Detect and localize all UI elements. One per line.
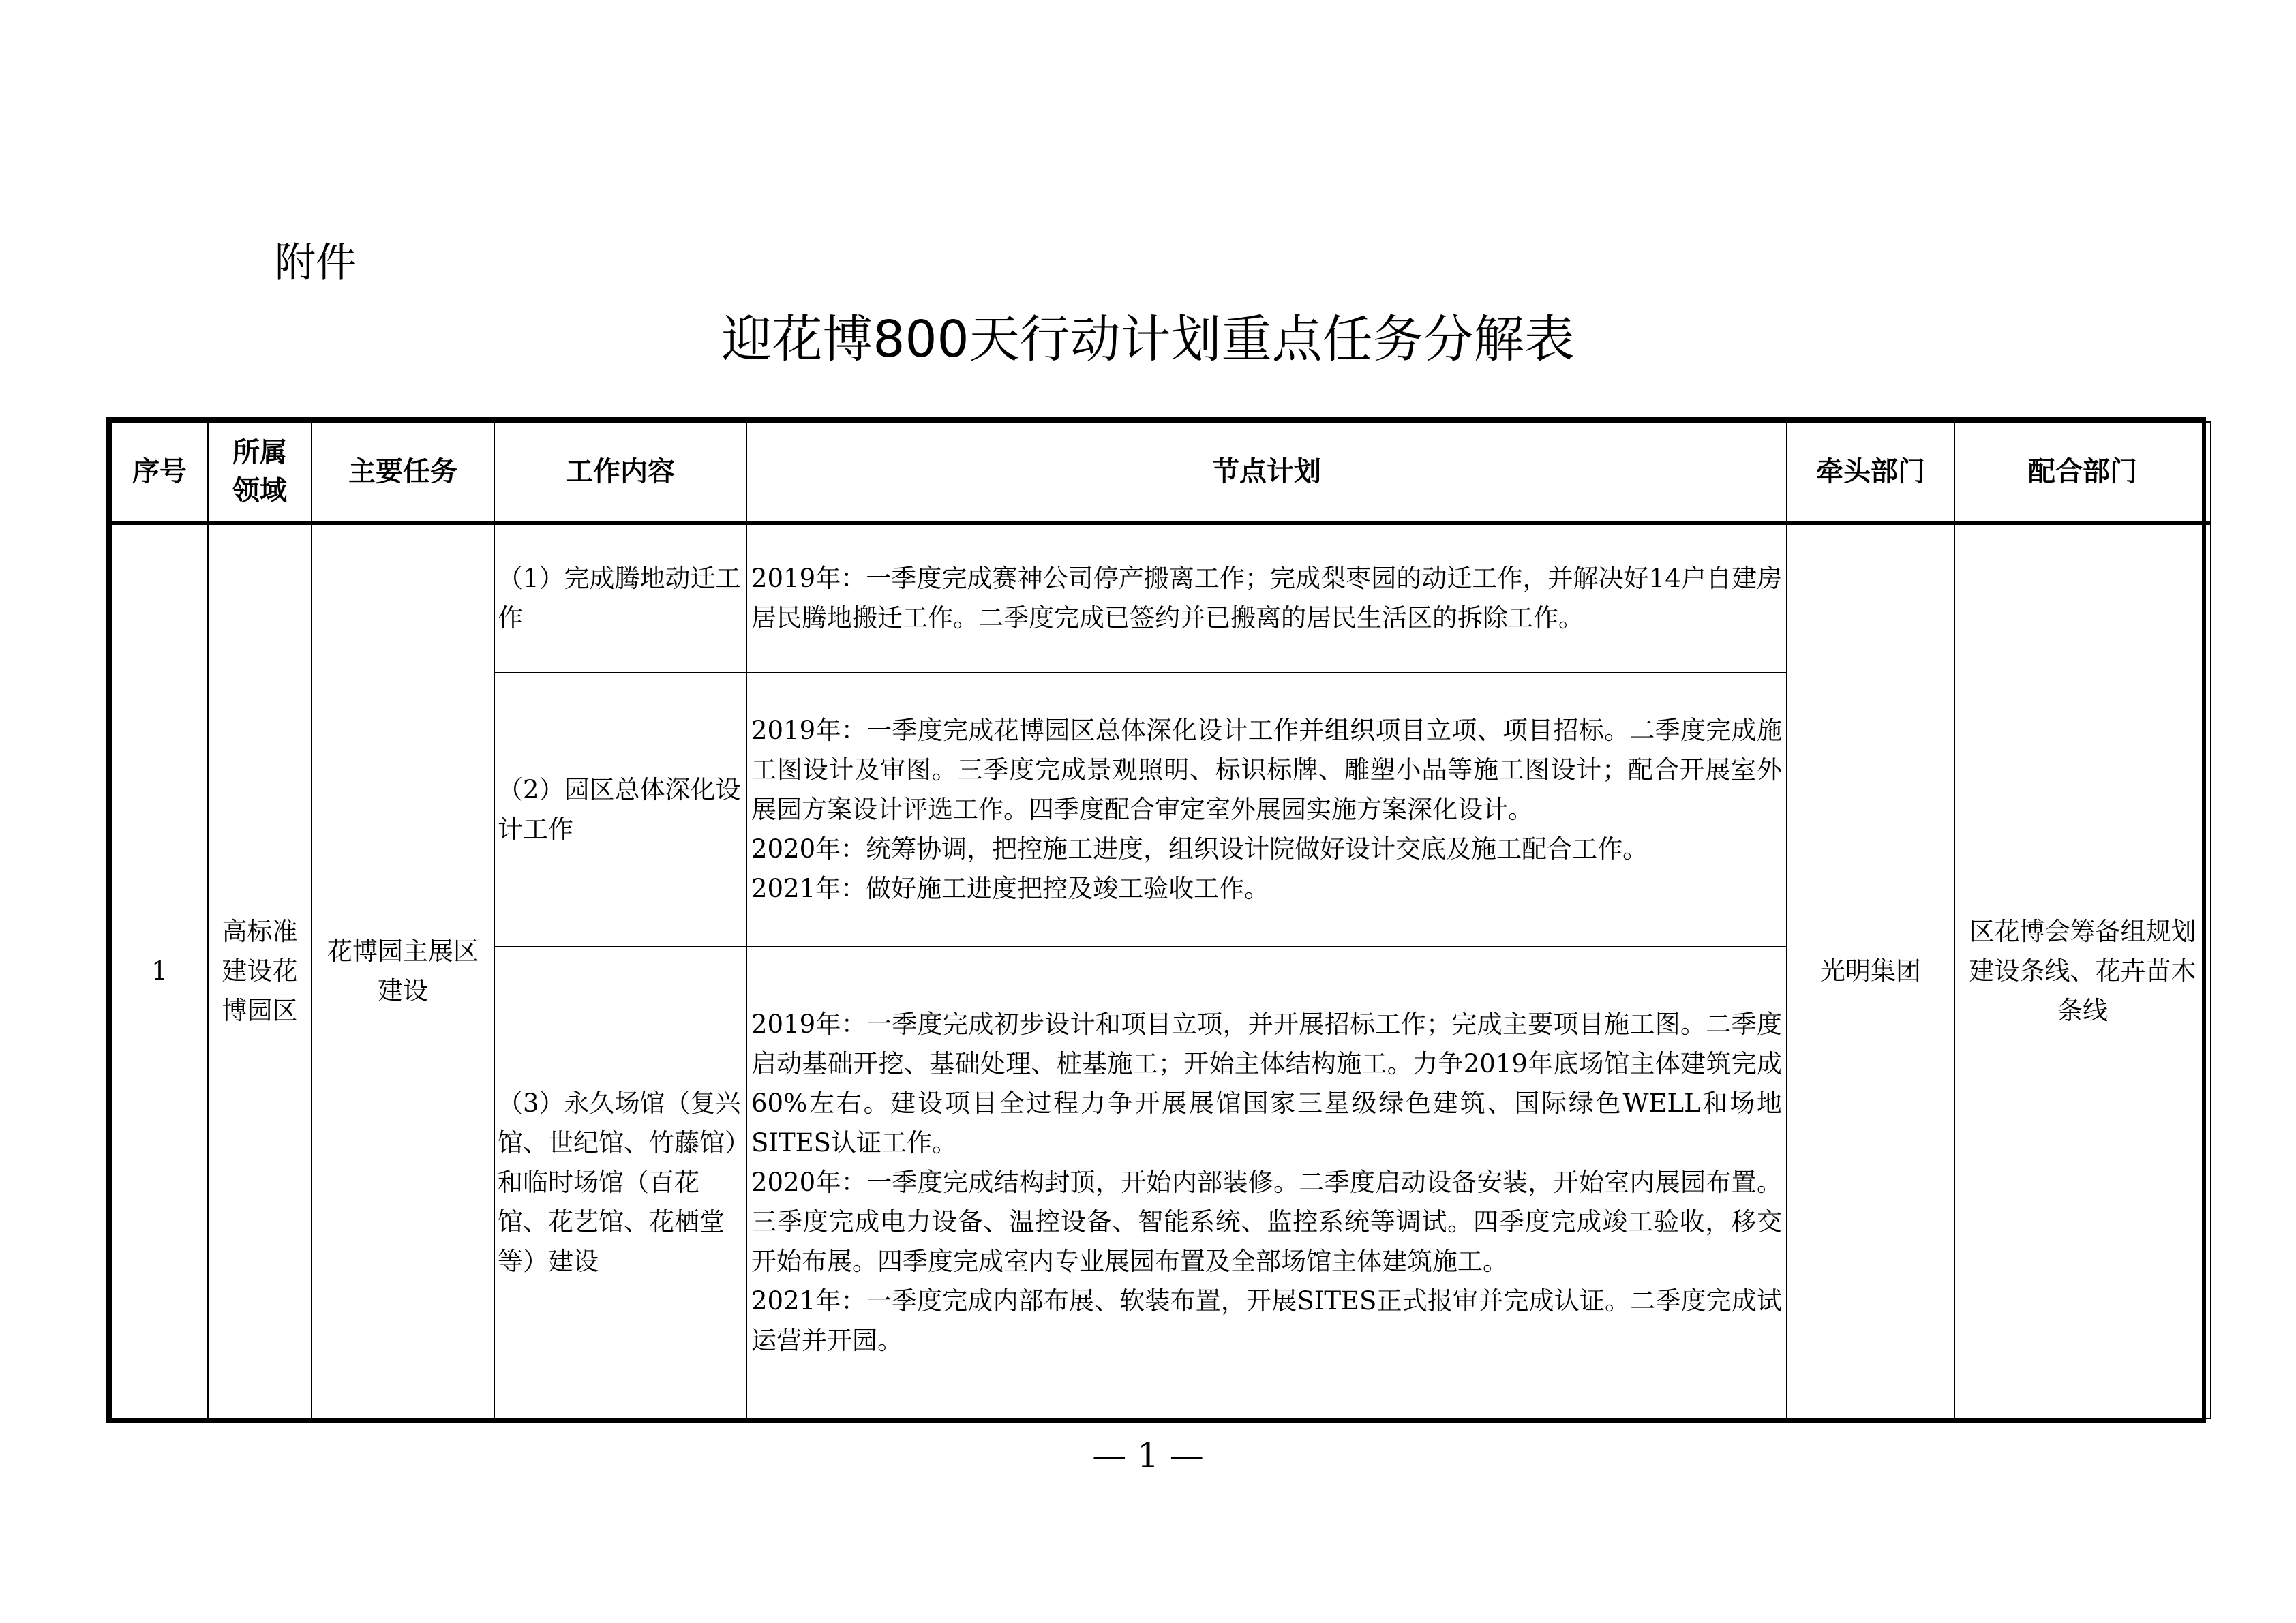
header-node-plan: 节点计划 [746,422,1787,523]
plan-line: 2020年：统筹协调，把控施工进度，组织设计院做好设计交底及施工配合工作。 [751,834,1648,864]
header-serial: 序号 [111,422,208,523]
header-main-task: 主要任务 [312,422,494,523]
table-header-row [111,422,2211,523]
lead-dept-cell: 光明集团 [1787,523,1954,1419]
work-content-cell: （2）园区总体深化设计工作 [494,673,746,947]
coop-dept-cell: 区花博会筹备组规划建设条线、花卉苗木条线 [1954,523,2211,1419]
task-breakdown-table [110,421,2211,1419]
node-plan-cell [746,523,1787,673]
plan-line: 2020年：一季度完成结构封顶，开始内部装修。二季度启动设备安装，开始室内展园布置。三季度完成电力设备、温控设备、智能系统、监控系统等调试。四季度完成竣工验收，移交开始布展。四季度完成室内专业展园布置及全部场馆主体建筑施工。 [751,1168,1782,1276]
node-plan-cell [746,947,1787,1419]
document-title: 迎花博800天行动计划重点任务分解表 [721,310,1575,369]
plan-line: 2019年：一季度完成花博园区总体深化设计工作并组织项目立项、项目招标。二季度完成施工图设计及审图。三季度完成景观照明、标识标牌、雕塑小品等施工图设计；配合开展室外展园方案设计评选工作。四季度配合审定室外展园实施方案深化设计。 [751,716,1782,824]
header-work-content: 工作内容 [494,422,746,523]
work-content-cell: （3）永久场馆（复兴馆、世纪馆、竹藤馆）和临时场馆（百花馆、花艺馆、花栖堂等）建设 [494,947,746,1419]
attachment-label: 附件 [275,239,357,287]
header-lead-dept: 牵头部门 [1787,422,1954,523]
header-coop-dept: 配合部门 [1954,422,2211,523]
serial-cell: 1 [111,523,208,1419]
node-plan-cell [746,673,1787,947]
page-number: — 1 — [1092,1436,1204,1475]
domain-cell: 高标准建设花博园区 [208,523,312,1419]
table-row [111,523,2211,673]
main-task-cell: 花博园主展区建设 [312,523,494,1419]
work-content-cell: （1）完成腾地动迁工作 [494,523,746,673]
plan-line: 2019年：一季度完成赛神公司停产搬离工作；完成梨枣园的动迁工作，并解决好14户自建房居民腾地搬迁工作。二季度完成已签约并已搬离的居民生活区的拆除工作。 [751,563,1782,633]
header-domain: 所属领域 [208,422,312,523]
task-table-frame [106,417,2206,1423]
plan-line: 2021年：做好施工进度把控及竣工验收工作。 [751,874,1270,903]
plan-line: 2019年：一季度完成初步设计和项目立项，并开展招标工作；完成主要项目施工图。二季度启动基础开挖、基础处理、桩基施工；开始主体结构施工。力争2019年底场馆主体建筑完成60%左右。建设项目全过程力争开展展馆国家三星级绿色建筑、国际绿色WELL和场地SITES认证工作。 [751,1010,1782,1157]
plan-line: 2021年：一季度完成内部布展、软装布置，开展SITES正式报审并完成认证。二季度完成试运营并开园。 [751,1286,1782,1355]
